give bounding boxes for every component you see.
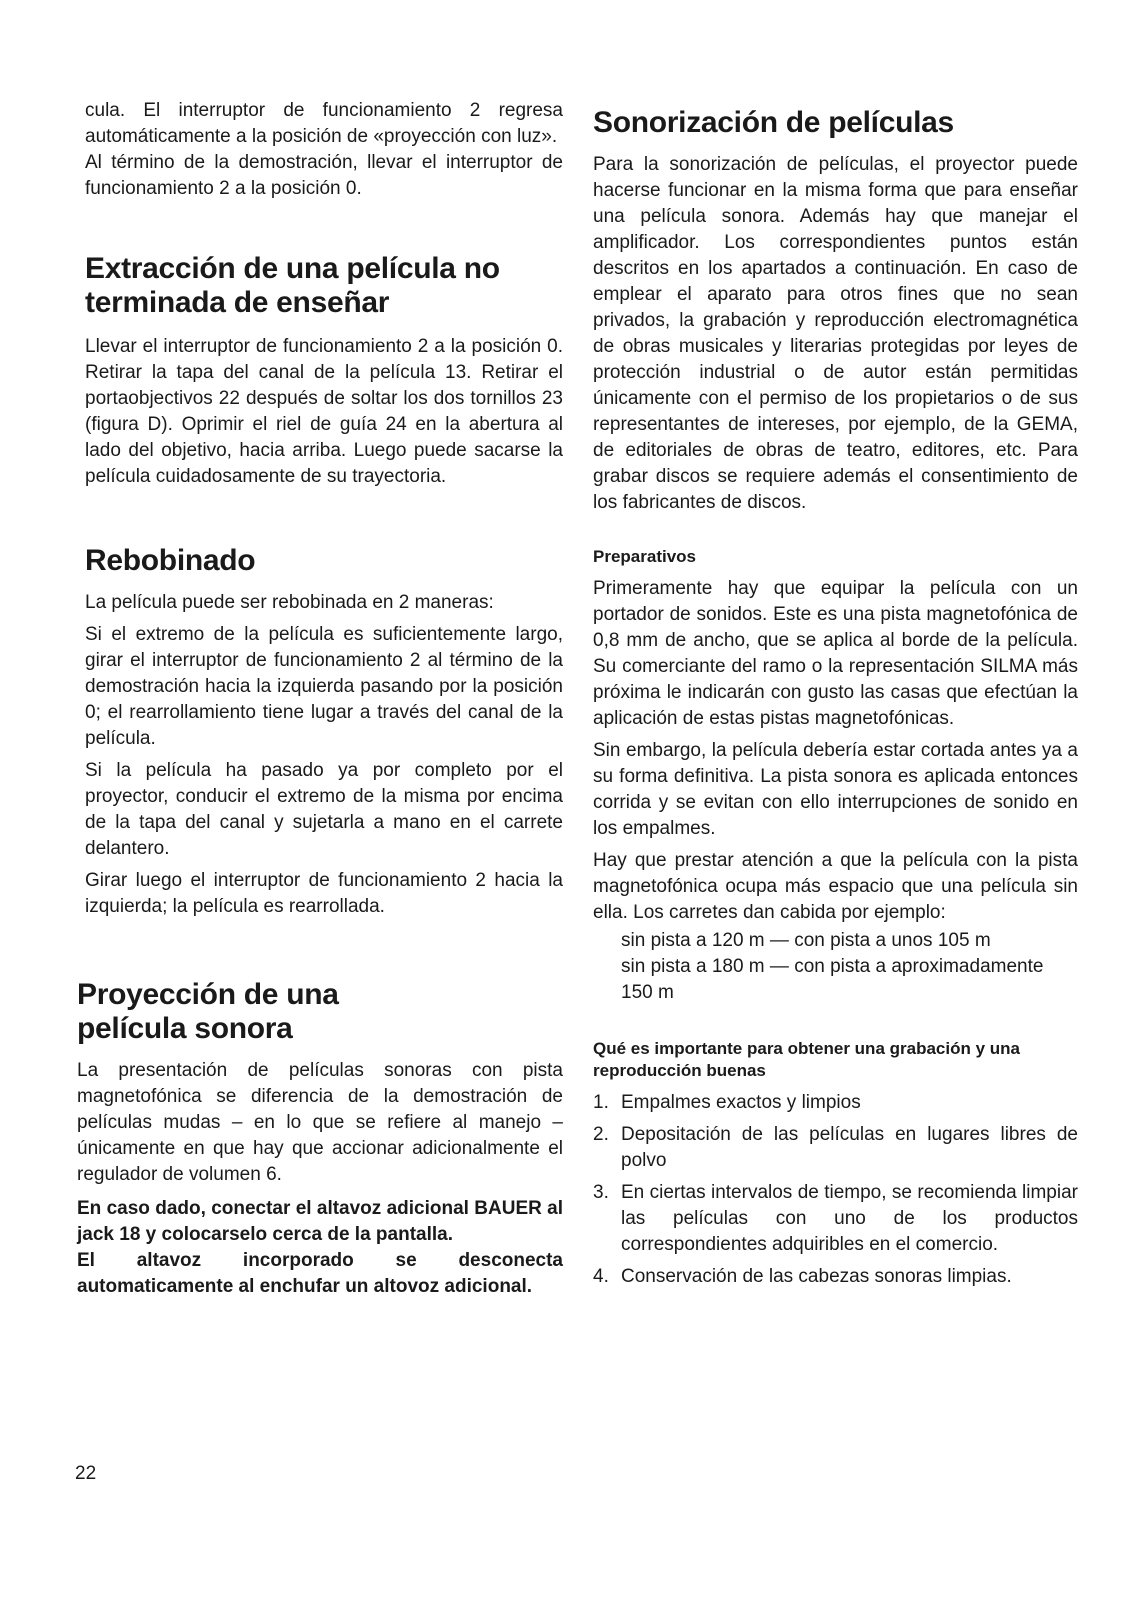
list-number: 2.	[593, 1124, 609, 1145]
heading-extraction: Extracción de una película no terminada de enseñar	[85, 252, 500, 319]
list-text: Depositación de las películas en lugares libres de polvo	[621, 1124, 1078, 1171]
rewind-paragraph-2: Si el extremo de la película es suficientemente largo, girar el interruptor de funcionamiento 2 al término de la demostración hacia la izquierda pasando por la posición 0; el rearrollamiento tiene lugar a través del canal de la película.	[85, 624, 563, 749]
rewind-paragraph-4: Girar luego el interruptor de funcionamiento 2 hacia la izquierda; la película es rearrollada.	[85, 870, 563, 917]
list-item	[593, 1122, 1078, 1174]
list-item	[593, 1090, 1078, 1116]
preparations-paragraph-1: Primeramente hay que equipar la película con un portador de sonidos. Este es una pista magnetofónica de 0,8 mm de ancho, que se aplica al borde de la película. Su comerciante del ramo o la representación SILMA más próxima le indicarán con gusto las casas que efectúan la aplicación de estas pistas magnetofónicas.	[593, 578, 1078, 729]
reel-example-2: sin pista a 180 m — con pista a aproximadamente 150 m	[621, 956, 1044, 1003]
extraction-paragraph: Llevar el interruptor de funcionamiento 2 a la posición 0. Retirar la tapa del canal de la película 13. Retirar el portaobjectivos 22 después de soltar los dos tornillos 23 (figura D). Oprimir el riel de guía 24 en la abertura al lado del objetivo, hacia arriba. Luego puede sacarse la película cuidadosamente de su trayectoria.	[85, 336, 563, 487]
sound-projection-paragraph-1: La presentación de películas sonoras con pista magnetofónica se diferencia de la demostración de películas mudas – en lo que se refiere al manejo – únicamente en que hay que accionar adicionalmente el regulador de volumen 6.	[77, 1060, 563, 1185]
rewind-paragraph-3: Si la película ha pasado ya por completo por el proyector, conducir el extremo de la misma por encima de la tapa del canal y sujetarla a mano en el carrete delantero.	[85, 760, 563, 859]
sonorization-paragraph: Para la sonorización de películas, el proyector puede hacerse funcionar en la misma forma que para enseñar una película sonora. Además hay que manejar el amplificador. Los correspondientes puntos están descritos en los apartados a continuación. En caso de emplear el aparato para otros fines que no sean privados, la grabación y reproducción electromagnética de obras musicales y literarias protegidas por leyes de protección industrial o de autor están permitidas únicamente con el permiso de los propietarios o de sus representantes de intereses, por ejemplo, de la GEMA, de editoriales de obras de teatro, editores, etc. Para grabar discos se requiere además el consentimiento de los fabricantes de discos.	[593, 154, 1078, 513]
preparations-paragraph-3: Hay que prestar atención a que la película con la pista magnetofónica ocupa más espacio que una película sin ella. Los carretes dan cabida por ejemplo:	[593, 850, 1078, 923]
heading-important: Qué es importante para obtener una grabación y una reproducción buenas	[593, 1039, 1020, 1080]
left-column	[77, 0, 563, 1300]
list-item	[593, 1180, 1078, 1258]
intro-paragraph: cula. El interruptor de funcionamiento 2 regresa automáticamente a la posición de «proyección con luz». Al término de la demostración, llevar el interruptor de funcionamiento 2 a la posición 0.	[85, 100, 563, 199]
list-text: Empalmes exactos y limpios	[621, 1092, 861, 1113]
page-number: 22	[75, 1463, 97, 1484]
heading-sonorization: Sonorización de películas	[593, 106, 954, 139]
preparations-paragraph-2: Sin embargo, la película debería estar cortada antes ya a su forma definitiva. La pista sonora es aplicada entonces corrida y se evitan con ello interrupciones de sonido en los empalmes.	[593, 740, 1078, 839]
right-column	[593, 0, 1078, 1296]
list-number: 3.	[593, 1182, 609, 1203]
heading-rewind: Rebobinado	[85, 544, 256, 577]
list-text: Conservación de las cabezas sonoras limpias.	[621, 1266, 1012, 1287]
rewind-paragraph-1: La película puede ser rebobinada en 2 maneras:	[85, 592, 494, 613]
heading-preparations: Preparativos	[593, 547, 696, 566]
sound-projection-paragraph-2: En caso dado, conectar el altavoz adicional BAUER al jack 18 y colocarselo cerca de la pantalla. El altavoz incorporado se desconecta automaticamente al enchufar un altovoz adicional.	[77, 1198, 563, 1297]
reel-example-1: sin pista a 120 m — con pista a unos 105 m	[621, 930, 991, 951]
important-list	[593, 1090, 1078, 1290]
list-number: 4.	[593, 1266, 609, 1287]
list-number: 1.	[593, 1092, 609, 1113]
list-text: En ciertas intervalos de tiempo, se recomienda limpiar las películas con uno de los productos correspondientes adquiribles en el comercio.	[621, 1182, 1078, 1255]
heading-sound-projection: Proyección de una película sonora	[77, 978, 339, 1045]
list-item	[593, 1264, 1078, 1290]
